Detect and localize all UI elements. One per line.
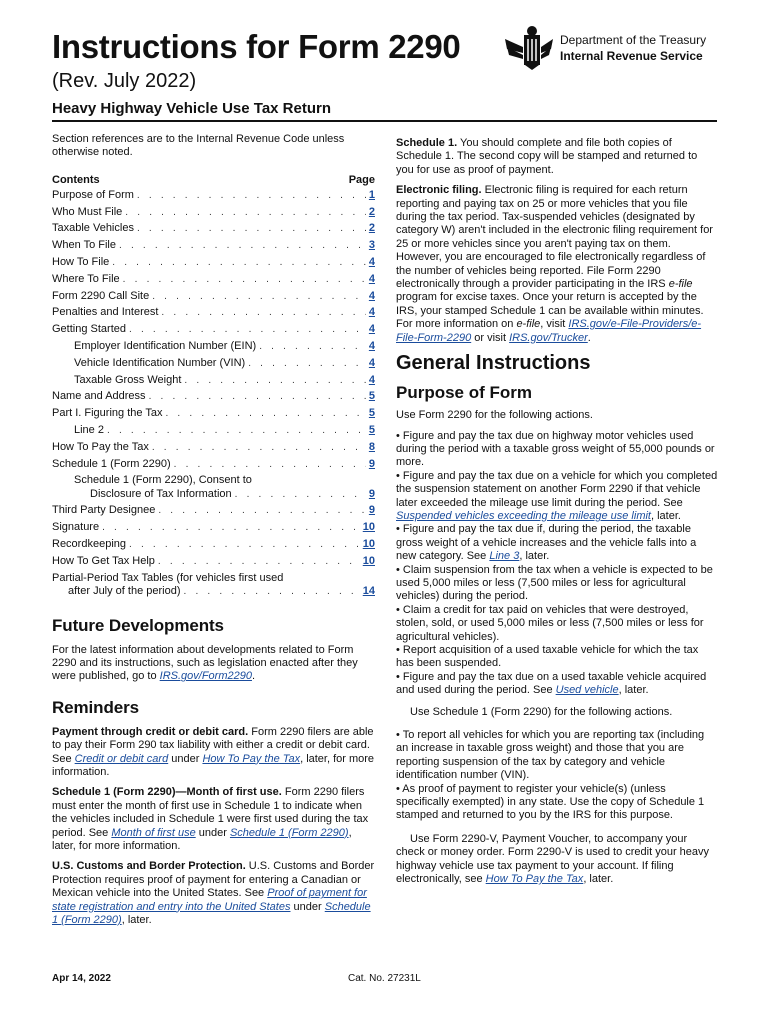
toc-row[interactable] bbox=[52, 290, 375, 307]
reminder-credit-mid: under bbox=[168, 752, 203, 765]
toc-row[interactable] bbox=[52, 206, 375, 223]
efile-title: Electronic filing. bbox=[396, 184, 482, 197]
reminder-month-text: Form 2290 filers must enter the month of first use in Schedule 1 to indicate when the vehicles included in Schedule 1 were first used during the tax period. See bbox=[52, 786, 369, 839]
toc-leader-dots bbox=[119, 239, 366, 252]
contents-header bbox=[52, 174, 375, 189]
toc-row[interactable] bbox=[52, 407, 375, 424]
reminder-customs-mid: under bbox=[290, 900, 325, 913]
toc-leader-dots bbox=[161, 306, 365, 319]
irs-line: Internal Revenue Service bbox=[560, 49, 703, 63]
toc-leader-dots bbox=[184, 585, 360, 599]
reminder-customs-title: U.S. Customs and Border Protection. bbox=[52, 860, 246, 873]
irs-eagle-logo bbox=[503, 25, 555, 71]
left-column bbox=[52, 133, 375, 934]
toc-leader-dots bbox=[129, 323, 366, 336]
toc-row[interactable] bbox=[52, 273, 375, 290]
reminder-credit-card bbox=[52, 726, 375, 780]
toc-leader-dots bbox=[125, 206, 366, 219]
list-item: • Claim suspension from the tax when a vehicle is expected to be used 5,000 miles or less (7,500 miles or less for agricultural vehicles) during the period. bbox=[396, 563, 713, 603]
schedule1-title: Schedule 1. bbox=[396, 137, 458, 149]
toc-label: Disclosure of Tax Information bbox=[90, 488, 232, 501]
list-item: • As proof of payment to register your vehicle(s) (unless specifically exempted) in any state. Use the copy of Schedule 1 stamped and returned to you by the IRS for this purpose. bbox=[396, 782, 705, 822]
bullet2-end: , later. bbox=[651, 509, 681, 522]
toc-label: Purpose of Form bbox=[52, 188, 134, 201]
bullet7-text: • Figure and pay the tax due on a used taxable vehicle acquired and used during the period. See bbox=[396, 670, 707, 697]
contents-page-heading: Page bbox=[348, 173, 375, 186]
credit-debit-card-link[interactable]: Credit or debit card bbox=[74, 752, 169, 765]
catalog-number: Cat. No. 27231L bbox=[348, 973, 421, 984]
purpose-intro: Use Form 2290 for the following actions. bbox=[396, 409, 593, 422]
toc-label: Schedule 1 (Form 2290) bbox=[52, 457, 171, 470]
efile-text3: , visit bbox=[540, 318, 569, 331]
toc-leader-dots bbox=[123, 273, 366, 286]
bullet3-text: • Figure and pay the tax due if, during the period, the taxable gross weight of a vehicle increases and the vehicle falls into a new category. See bbox=[396, 523, 697, 563]
reminder-customs-text: U.S. Customs and Border Protection requires proof of payment for entering a Canadian or Mexican vehicle into the United States. See bbox=[52, 860, 375, 900]
toc-leader-dots bbox=[149, 390, 366, 403]
toc-label: Part I. Figuring the Tax bbox=[52, 407, 163, 420]
toc-row[interactable] bbox=[52, 441, 375, 458]
voucher-end: , later. bbox=[583, 873, 614, 886]
efile-italic2: e-file bbox=[516, 318, 541, 331]
line3-link[interactable]: Line 3 bbox=[489, 550, 520, 563]
toc-row[interactable] bbox=[52, 222, 375, 239]
schedule1-customs-link[interactable]: Schedule 1 (Form 2290) bbox=[52, 900, 371, 927]
toc-page-link[interactable]: 4 bbox=[368, 339, 375, 352]
list-item bbox=[396, 470, 718, 524]
toc-leader-dots bbox=[158, 504, 366, 517]
toc-row[interactable] bbox=[52, 340, 375, 357]
efile-providers-link[interactable]: IRS.gov/e-File-Providers/e-File-Form-2290 bbox=[396, 318, 702, 344]
toc-label: Recordkeeping bbox=[52, 537, 126, 550]
toc-page-link[interactable]: 4 bbox=[368, 356, 375, 369]
toc-page-link[interactable]: 1 bbox=[368, 188, 375, 201]
toc-label: Vehicle Identification Number (VIN) bbox=[74, 356, 246, 369]
schedule1-link[interactable]: Schedule 1 (Form 2290) bbox=[229, 826, 349, 839]
toc-leader-dots bbox=[107, 424, 366, 437]
reminder-customs bbox=[52, 860, 375, 927]
toc-page-link[interactable]: 8 bbox=[368, 440, 375, 453]
toc-page-link[interactable]: 10 bbox=[362, 537, 375, 550]
toc-row[interactable] bbox=[52, 474, 375, 504]
toc-leader-dots bbox=[152, 441, 366, 454]
toc-row[interactable] bbox=[52, 256, 375, 273]
schedule1-text: You should complete and file both copies of Schedule 1. The second copy will be stamped and returned to you for use as proof of payment. bbox=[396, 137, 698, 176]
toc-label: When To File bbox=[52, 239, 116, 252]
toc-leader-dots bbox=[112, 256, 366, 269]
bullet2-text: • Figure and pay the tax due on a vehicle for which you completed the suspension statement on another Form 2290 if that vehicle later exceeded the mileage use limit during the period. See bbox=[396, 469, 718, 509]
toc-row[interactable] bbox=[52, 458, 375, 475]
reminders-heading: Reminders bbox=[52, 697, 139, 717]
toc-page-link[interactable]: 4 bbox=[368, 306, 375, 319]
toc-row[interactable] bbox=[52, 572, 375, 602]
toc-page-link[interactable]: 4 bbox=[368, 289, 375, 302]
toc-label: How To File bbox=[52, 256, 110, 268]
reminder-credit-end: , later, for more information. bbox=[52, 752, 375, 778]
irs-trucker-link[interactable]: IRS.gov/Trucker bbox=[509, 331, 588, 344]
toc-page-link[interactable]: 2 bbox=[368, 205, 375, 218]
how-to-pay-link[interactable]: How To Pay the Tax bbox=[202, 752, 301, 765]
bullet7-end: , later. bbox=[618, 684, 649, 697]
toc-row[interactable] bbox=[52, 521, 375, 538]
reminder-credit-title: Payment through credit or debit card. bbox=[52, 725, 249, 738]
list-item bbox=[396, 671, 718, 698]
toc-leader-dots bbox=[129, 538, 360, 551]
list-item: • To report all vehicles for which you are reporting tax (including an increase in taxable gross weight) and those that you are reporting suspension of the tax by category and vehicle identification number (VIN). bbox=[396, 729, 705, 782]
toc-page-link[interactable]: 9 bbox=[368, 488, 375, 501]
toc-row[interactable] bbox=[52, 357, 375, 374]
proof-of-payment-link[interactable]: Proof of payment for state registration and entry into the United States bbox=[52, 887, 367, 913]
toc-leader-dots bbox=[235, 488, 366, 502]
section-references-note: Section references are to the Internal Revenue Code unless otherwise noted. bbox=[52, 133, 345, 159]
department-line: Department of the Treasury bbox=[560, 33, 707, 47]
toc-leader-dots bbox=[137, 189, 366, 202]
contents-heading: Contents bbox=[52, 173, 100, 186]
toc-page-link[interactable]: 5 bbox=[368, 407, 375, 420]
toc-label: Where To File bbox=[52, 272, 120, 285]
toc-label: Name and Address bbox=[52, 390, 146, 403]
toc-row[interactable] bbox=[52, 390, 375, 407]
toc-leader-dots bbox=[102, 521, 360, 534]
future-text: For the latest information about developments related to Form 2290 and its instructions, such as legislation enacted after they were published, go to bbox=[52, 643, 358, 683]
toc-label: How To Get Tax Help bbox=[52, 554, 155, 567]
toc-row[interactable] bbox=[52, 323, 375, 340]
toc-row[interactable] bbox=[52, 555, 375, 572]
toc-row[interactable] bbox=[52, 239, 375, 256]
toc-leader-dots bbox=[152, 290, 366, 303]
efile-text1: Electronic filing is required for each return reporting and paying tax on 25 or more vehicles that you file during the tax period. Tax-suspended vehicles (designated by category W) aren't included in the electronic filing requirement for 25 or more vehicles since you aren't paying tax on them. However, you are encouraged to file electronically regardless of the number of vehicles being reported. File Form 2290 electronically through a provider participating in the IRS bbox=[396, 184, 713, 291]
suspended-vehicles-link[interactable]: Suspended vehicles exceeding the mileage use limit bbox=[396, 509, 651, 522]
toc-label: Form 2290 Call Site bbox=[52, 289, 150, 302]
toc-label: Signature bbox=[52, 521, 100, 534]
toc-label: Partial-Period Tax Tables (for vehicles first used bbox=[52, 571, 284, 584]
toc-page-link[interactable]: 4 bbox=[368, 323, 375, 336]
toc-label: Schedule 1 (Form 2290), Consent to bbox=[74, 474, 252, 487]
header-divider bbox=[52, 120, 717, 122]
toc-label: How To Pay the Tax bbox=[52, 440, 149, 453]
electronic-filing-note bbox=[396, 184, 718, 345]
future-developments-text bbox=[52, 644, 375, 684]
general-instructions-heading: General Instructions bbox=[396, 352, 591, 375]
toc-page-link[interactable]: 10 bbox=[362, 521, 375, 534]
toc-label: Employer Identification Number (EIN) bbox=[74, 339, 257, 352]
payment-voucher-note bbox=[396, 833, 718, 887]
toc-label: Third Party Designee bbox=[52, 504, 156, 517]
toc-row[interactable] bbox=[52, 306, 375, 323]
voucher-text: Use Form 2290-V, Payment Voucher, to accompany your check or money order. Form 2290-V is used to credit your heavy highway vehicle use tax payment to your account. If filing electronically, see bbox=[396, 832, 710, 886]
toc-label-continued bbox=[74, 488, 375, 502]
future-developments-heading: Future Developments bbox=[52, 615, 224, 635]
purpose-of-form-heading: Purpose of Form bbox=[396, 383, 533, 403]
toc-row[interactable] bbox=[52, 504, 375, 521]
toc-label: after July of the period) bbox=[68, 585, 181, 598]
toc-leader-dots bbox=[259, 340, 366, 353]
toc-leader-dots bbox=[248, 357, 366, 370]
list-item: • Claim a credit for tax paid on vehicles that were destroyed, stolen, sold, or used 5,000 miles or less (7,500 miles or less for agricultural vehicles). bbox=[396, 603, 704, 643]
toc-page-link[interactable]: 4 bbox=[368, 373, 375, 386]
efile-italic1: e-file bbox=[668, 278, 693, 291]
list-item: • Figure and pay the tax due on highway motor vehicles used during the period with a taxable gross weight of 55,000 pounds or more. bbox=[396, 429, 715, 469]
reminder-credit-text: Form 2290 filers are able to pay their Form 290 tax liability with either a credit or debit card. See bbox=[52, 725, 374, 765]
month-of-first-use-link[interactable]: Month of first use bbox=[111, 826, 196, 839]
toc-label: Penalties and Interest bbox=[52, 306, 159, 319]
revision-date: (Rev. July 2022) bbox=[52, 70, 197, 92]
toc-leader-dots bbox=[165, 407, 365, 420]
toc-label-continued bbox=[52, 585, 375, 599]
toc-row[interactable] bbox=[52, 538, 375, 555]
efile-text4: or visit bbox=[471, 331, 510, 344]
form-subtitle: Heavy Highway Vehicle Use Tax Return bbox=[52, 100, 332, 117]
agency-name bbox=[560, 32, 706, 64]
toc-page-link[interactable]: 5 bbox=[368, 390, 375, 403]
toc-page-link[interactable]: 14 bbox=[362, 585, 375, 598]
toc-page-link[interactable]: 3 bbox=[368, 239, 375, 252]
reminder-month-first-use bbox=[52, 786, 375, 853]
reminder-month-title: Schedule 1 (Form 2290)—Month of first use. bbox=[52, 786, 282, 799]
bullet3-end: , later. bbox=[519, 550, 550, 563]
list-item bbox=[396, 523, 718, 563]
toc-page-link[interactable]: 4 bbox=[368, 256, 375, 268]
reminder-month-mid: under bbox=[195, 826, 230, 839]
toc-leader-dots bbox=[137, 222, 366, 235]
voucher-how-to-pay-link[interactable]: How To Pay the Tax bbox=[485, 873, 584, 886]
toc-label: Getting Started bbox=[52, 323, 126, 336]
toc-page-link[interactable]: 2 bbox=[368, 222, 375, 235]
list-item: • Report acquisition of a used taxable vehicle for which the tax has been suspended. bbox=[396, 644, 699, 670]
toc-leader-dots bbox=[174, 458, 366, 471]
toc-label: Line 2 bbox=[74, 423, 104, 436]
toc-leader-dots bbox=[184, 374, 365, 387]
toc-page-link[interactable]: 9 bbox=[368, 457, 375, 470]
efile-text2: program for excise taxes. Once your return is accepted by the IRS, your stamped Schedule 1 can be available within minutes. For more information on bbox=[396, 291, 704, 331]
schedule1-note bbox=[396, 137, 718, 177]
toc-row[interactable] bbox=[52, 424, 375, 441]
footer-date: Apr 14, 2022 bbox=[52, 973, 111, 984]
toc-page-link[interactable]: 9 bbox=[368, 504, 375, 517]
toc-label: Who Must File bbox=[52, 205, 123, 218]
toc-page-link[interactable]: 4 bbox=[368, 272, 375, 285]
toc-label: Taxable Vehicles bbox=[52, 222, 134, 235]
irs-form2290-link[interactable]: IRS.gov/Form2290 bbox=[159, 670, 252, 683]
efile-end: . bbox=[587, 331, 591, 344]
toc-page-link[interactable]: 5 bbox=[368, 423, 375, 436]
toc-page-link[interactable]: 10 bbox=[362, 554, 375, 567]
toc-leader-dots bbox=[158, 555, 360, 568]
table-of-contents bbox=[52, 189, 375, 602]
toc-row[interactable] bbox=[52, 189, 375, 206]
right-column bbox=[396, 137, 718, 894]
reminder-month-end: , later, for more information. bbox=[52, 826, 352, 853]
future-end: . bbox=[251, 670, 256, 683]
used-vehicle-link[interactable]: Used vehicle bbox=[555, 684, 619, 697]
toc-label: Taxable Gross Weight bbox=[74, 373, 182, 386]
page-title: Instructions for Form 2290 bbox=[52, 28, 461, 65]
schedule1-use-intro: Use Schedule 1 (Form 2290) for the following actions. bbox=[410, 705, 673, 718]
toc-row[interactable] bbox=[52, 374, 375, 391]
reminder-customs-end: , later. bbox=[121, 914, 152, 927]
